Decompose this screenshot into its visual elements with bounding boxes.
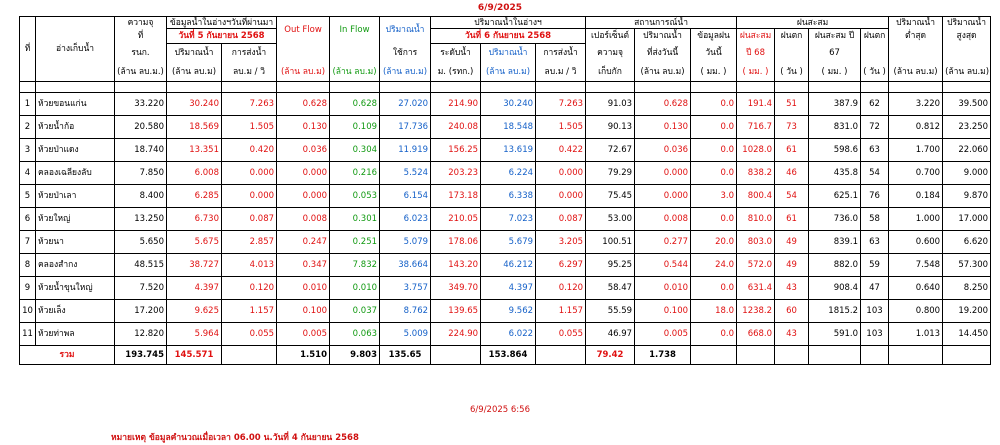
- cell-rel: 0.544: [635, 254, 691, 277]
- table-row: [20, 208, 991, 231]
- cell-cr: 0.422: [536, 139, 586, 162]
- cell-cv: 7.023: [481, 208, 536, 231]
- cell-r68: 191.4: [737, 93, 775, 116]
- header-prev-date: วันที่ 5 กันยายน 2568: [167, 29, 277, 44]
- cell-inf: 0.216: [330, 162, 380, 185]
- cell-inf: 0.109: [330, 116, 380, 139]
- table-row: [20, 116, 991, 139]
- cell-rain: 0.0: [691, 208, 737, 231]
- cell-r67: 625.1: [809, 185, 861, 208]
- cell-max: 6.620: [943, 231, 991, 254]
- header-min: ปริมาณน้ำ: [889, 17, 943, 29]
- cell-rain: 0.0: [691, 323, 737, 346]
- cell-r68: 631.4: [737, 277, 775, 300]
- cell-r67: 1815.2: [809, 300, 861, 323]
- cell-rel: 0.005: [635, 323, 691, 346]
- cell-d67: 72: [861, 116, 889, 139]
- cell-rain: 0.0: [691, 277, 737, 300]
- cell-d67: 103: [861, 323, 889, 346]
- cell-lvl: 210.05: [431, 208, 481, 231]
- cell-cap: 13.250: [115, 208, 167, 231]
- cell-r68: 1238.2: [737, 300, 775, 323]
- header-reservoir: อ่างเก็บน้ำ: [36, 17, 115, 82]
- table-header: ที่ อ่างเก็บน้ำ ความจุ ข้อมูลน้ำในอ่างฯวันที่ผ่านมา Out Flow In Flow ปริมาณน้ำ ปริมาณน้ำในอ่างฯ สถานการณ์น้ำ ฝนสะสม ปริมาณน้ำ ปริมาณน้ำ ที่ วันที่ 5 กันยายน 2568 วันที่ 6 กันยายน 2568 เปอร์เซ็นต์ ปริมาณน้ำ ข้อมูลฝน ฝนสะสม ฝนตก ฝนสะสม ปี ฝนตก ต่ำสุด สูงสุด รนก. ปริมาณน้ำ การส่งน้ำ ใช้การ ระดับน้ำ ปริมาณน้ำ การส่งน้ำ ความจุ ที่ส่งวันนี้ วันนี้ ปี 68 67 (ล้าน ลบ.ม.) (ล้าน ลบ.ม) ลบ.ม / วิ (ล้าน ลบ.ม) (ล้าน ลบ.ม) (ล้าน ลบ.ม) ม. (รทก.) (ล้าน ลบ.ม) ลบ.ม / วิ เก็บกัก (ล้าน ลบ.ม) ( มม. ) ( มม. ) ( วัน ) ( มม. ) ( วัน ) (ล้าน ลบ.ม) (ล้าน ลบ.ม): [20, 17, 991, 93]
- cell-pv: 30.240: [167, 93, 222, 116]
- cell-cv: 18.548: [481, 116, 536, 139]
- cell-out: 0.005: [277, 323, 330, 346]
- cell-r67: 591.0: [809, 323, 861, 346]
- cell-min: 0.800: [889, 300, 943, 323]
- cell-pv: 6.285: [167, 185, 222, 208]
- cell-rel: 0.277: [635, 231, 691, 254]
- cell-inf: 0.037: [330, 300, 380, 323]
- cell-rain: 24.0: [691, 254, 737, 277]
- header-no: ที่: [20, 17, 36, 82]
- cell-d68: 49: [775, 254, 809, 277]
- cell-max: 39.500: [943, 93, 991, 116]
- cell-no: 4: [20, 162, 36, 185]
- cell-inf: 0.304: [330, 139, 380, 162]
- cell-no: 11: [20, 323, 36, 346]
- cell-inf: 0.063: [330, 323, 380, 346]
- cell-lvl: 214.90: [431, 93, 481, 116]
- cell-inf: 7.832: [330, 254, 380, 277]
- report-date: 6/9/2025: [477, 3, 523, 13]
- cell-min: 1.013: [889, 323, 943, 346]
- cell-d67: 76: [861, 185, 889, 208]
- cell-max: 14.450: [943, 323, 991, 346]
- cell-pv: 6.008: [167, 162, 222, 185]
- cell-min: 0.184: [889, 185, 943, 208]
- cell-r68: 800.4: [737, 185, 775, 208]
- cell-d67: 62: [861, 93, 889, 116]
- cell-cap: 17.200: [115, 300, 167, 323]
- cell-no: 3: [20, 139, 36, 162]
- header-curr-group: ปริมาณน้ำในอ่างฯ: [431, 17, 586, 29]
- cell-cap: 5.650: [115, 231, 167, 254]
- header-status-group: สถานการณ์น้ำ: [586, 17, 737, 29]
- cell-pct: 53.00: [586, 208, 635, 231]
- cell-cv: 6.022: [481, 323, 536, 346]
- cell-pct: 58.47: [586, 277, 635, 300]
- cell-max: 22.060: [943, 139, 991, 162]
- cell-pct: 72.67: [586, 139, 635, 162]
- reservoir-table: [19, 16, 991, 365]
- cell-use: 5.524: [380, 162, 431, 185]
- cell-cv: 9.562: [481, 300, 536, 323]
- cell-min: 0.700: [889, 162, 943, 185]
- cell-use: 11.919: [380, 139, 431, 162]
- cell-cr: 7.263: [536, 93, 586, 116]
- cell-use: 6.023: [380, 208, 431, 231]
- header-capacity: ความจุ: [115, 17, 167, 29]
- cell-min: 1.000: [889, 208, 943, 231]
- cell-cv: 4.397: [481, 277, 536, 300]
- cell-name: ห้วยใหญ่: [36, 208, 115, 231]
- header-rain-group: ฝนสะสม: [737, 17, 889, 29]
- cell-rel: 0.100: [635, 300, 691, 323]
- cell-d68: 61: [775, 139, 809, 162]
- cell-cap: 7.850: [115, 162, 167, 185]
- header-prev-group: ข้อมูลน้ำในอ่างฯวันที่ผ่านมา: [167, 17, 277, 29]
- table-row: [20, 323, 991, 346]
- header-curr-release: การส่งน้ำ: [536, 44, 586, 63]
- table-row: [20, 254, 991, 277]
- header-max: ปริมาณน้ำ: [943, 17, 991, 29]
- cell-use: 6.154: [380, 185, 431, 208]
- cell-pr: 0.000: [222, 162, 277, 185]
- header-days67: ฝนตก: [861, 29, 889, 44]
- cell-cv: 30.240: [481, 93, 536, 116]
- table-row: [20, 300, 991, 323]
- table-row: [20, 162, 991, 185]
- cell-pv: 9.625: [167, 300, 222, 323]
- spacer-row: [20, 82, 991, 93]
- cell-name: คลองสำกง: [36, 254, 115, 277]
- table-row: [20, 185, 991, 208]
- timestamp: 6/9/2025 6:56: [470, 405, 530, 415]
- cell-pr: 1.157: [222, 300, 277, 323]
- cell-d68: 54: [775, 185, 809, 208]
- header-rain67: ฝนสะสม ปี: [809, 29, 861, 44]
- cell-use: 3.757: [380, 277, 431, 300]
- cell-rain: 18.0: [691, 300, 737, 323]
- cell-d68: 61: [775, 208, 809, 231]
- cell-cap: 18.740: [115, 139, 167, 162]
- cell-cr: 0.055: [536, 323, 586, 346]
- header-percent: เปอร์เซ็นต์: [586, 29, 635, 44]
- cell-pct: 79.29: [586, 162, 635, 185]
- table-row: [20, 93, 991, 116]
- cell-cr: 0.000: [536, 185, 586, 208]
- cell-cr: 1.505: [536, 116, 586, 139]
- cell-r67: 736.0: [809, 208, 861, 231]
- cell-pr: 4.013: [222, 254, 277, 277]
- cell-r68: 803.0: [737, 231, 775, 254]
- cell-cap: 12.820: [115, 323, 167, 346]
- cell-pct: 75.45: [586, 185, 635, 208]
- total-row: รวม 193.745 145.571 1.510 9.803 135.65 153.864 79.42 1.738: [20, 346, 991, 365]
- header-level: ระดับน้ำ: [431, 44, 481, 63]
- cell-use: 8.762: [380, 300, 431, 323]
- cell-rel: 0.000: [635, 185, 691, 208]
- cell-no: 7: [20, 231, 36, 254]
- cell-min: 3.220: [889, 93, 943, 116]
- cell-rel: 0.628: [635, 93, 691, 116]
- cell-name: ห้วยเล็ง: [36, 300, 115, 323]
- cell-cap: 33.220: [115, 93, 167, 116]
- cell-pv: 5.964: [167, 323, 222, 346]
- cell-max: 8.250: [943, 277, 991, 300]
- cell-rel: 0.010: [635, 277, 691, 300]
- cell-r67: 387.9: [809, 93, 861, 116]
- cell-cap: 7.520: [115, 277, 167, 300]
- cell-cr: 0.000: [536, 162, 586, 185]
- cell-lvl: 139.65: [431, 300, 481, 323]
- cell-cr: 0.087: [536, 208, 586, 231]
- cell-d68: 46: [775, 162, 809, 185]
- table-row: [20, 139, 991, 162]
- cell-r67: 598.6: [809, 139, 861, 162]
- cell-pr: 7.263: [222, 93, 277, 116]
- table-body: [20, 93, 991, 346]
- header-curr-date: วันที่ 6 กันยายน 2568: [431, 29, 586, 44]
- cell-pv: 6.730: [167, 208, 222, 231]
- cell-no: 2: [20, 116, 36, 139]
- cell-no: 9: [20, 277, 36, 300]
- cell-cr: 1.157: [536, 300, 586, 323]
- cell-pr: 0.120: [222, 277, 277, 300]
- cell-no: 5: [20, 185, 36, 208]
- cell-min: 1.700: [889, 139, 943, 162]
- header-curr-volume: ปริมาณน้ำ: [481, 44, 536, 63]
- table-row: [20, 231, 991, 254]
- cell-pv: 5.675: [167, 231, 222, 254]
- cell-rel: 0.130: [635, 116, 691, 139]
- cell-inf: 0.053: [330, 185, 380, 208]
- cell-rain: 0.0: [691, 93, 737, 116]
- cell-out: 0.247: [277, 231, 330, 254]
- cell-max: 57.300: [943, 254, 991, 277]
- header-prev-volume: ปริมาณน้ำ: [167, 44, 222, 63]
- cell-d67: 63: [861, 231, 889, 254]
- cell-pr: 0.000: [222, 185, 277, 208]
- cell-out: 0.000: [277, 185, 330, 208]
- header-prev-release: การส่งน้ำ: [222, 44, 277, 63]
- cell-pct: 90.13: [586, 116, 635, 139]
- cell-inf: 0.010: [330, 277, 380, 300]
- cell-d67: 54: [861, 162, 889, 185]
- cell-pr: 2.857: [222, 231, 277, 254]
- cell-cap: 8.400: [115, 185, 167, 208]
- cell-lvl: 156.25: [431, 139, 481, 162]
- cell-pr: 0.055: [222, 323, 277, 346]
- cell-no: 1: [20, 93, 36, 116]
- cell-min: 0.812: [889, 116, 943, 139]
- cell-pct: 91.03: [586, 93, 635, 116]
- cell-d68: 43: [775, 323, 809, 346]
- cell-rel: 0.036: [635, 139, 691, 162]
- cell-out: 0.130: [277, 116, 330, 139]
- cell-use: 5.009: [380, 323, 431, 346]
- cell-cap: 48.515: [115, 254, 167, 277]
- cell-cv: 46.212: [481, 254, 536, 277]
- cell-rain: 3.0: [691, 185, 737, 208]
- cell-r67: 882.0: [809, 254, 861, 277]
- cell-name: ห้วยป่าเลา: [36, 185, 115, 208]
- cell-d68: 73: [775, 116, 809, 139]
- total-label: รวม: [20, 346, 115, 365]
- cell-out: 0.010: [277, 277, 330, 300]
- cell-max: 17.000: [943, 208, 991, 231]
- cell-r68: 668.0: [737, 323, 775, 346]
- cell-cap: 20.580: [115, 116, 167, 139]
- header-usable: ปริมาณน้ำ: [380, 17, 431, 44]
- cell-lvl: 349.70: [431, 277, 481, 300]
- cell-out: 0.008: [277, 208, 330, 231]
- cell-pr: 1.505: [222, 116, 277, 139]
- cell-max: 9.870: [943, 185, 991, 208]
- cell-lvl: 173.18: [431, 185, 481, 208]
- cell-lvl: 178.06: [431, 231, 481, 254]
- footnote: หมายเหตุ ข้อมูลคำนวณเมื่อเวลา 06.00 น.วันที่ 4 กันยายน 2568: [111, 433, 359, 443]
- cell-r67: 839.1: [809, 231, 861, 254]
- cell-r68: 810.0: [737, 208, 775, 231]
- cell-pv: 13.351: [167, 139, 222, 162]
- cell-cr: 6.297: [536, 254, 586, 277]
- cell-pv: 18.569: [167, 116, 222, 139]
- cell-inf: 0.628: [330, 93, 380, 116]
- cell-min: 7.548: [889, 254, 943, 277]
- cell-r68: 572.0: [737, 254, 775, 277]
- header-rain68: ฝนสะสม: [737, 29, 775, 44]
- cell-no: 10: [20, 300, 36, 323]
- cell-cv: 6.224: [481, 162, 536, 185]
- cell-name: คลองเฉลียงลับ: [36, 162, 115, 185]
- cell-d68: 60: [775, 300, 809, 323]
- cell-lvl: 203.23: [431, 162, 481, 185]
- cell-name: ห้วยน้ำก้อ: [36, 116, 115, 139]
- cell-lvl: 224.90: [431, 323, 481, 346]
- cell-name: ห้วยนา: [36, 231, 115, 254]
- cell-r67: 908.4: [809, 277, 861, 300]
- cell-d67: 58: [861, 208, 889, 231]
- cell-rel: 0.008: [635, 208, 691, 231]
- cell-d68: 43: [775, 277, 809, 300]
- cell-pct: 95.25: [586, 254, 635, 277]
- cell-pr: 0.087: [222, 208, 277, 231]
- cell-min: 0.640: [889, 277, 943, 300]
- cell-out: 0.036: [277, 139, 330, 162]
- cell-pv: 38.727: [167, 254, 222, 277]
- cell-rain: 0.0: [691, 162, 737, 185]
- cell-rain: 0.0: [691, 116, 737, 139]
- cell-r68: 838.2: [737, 162, 775, 185]
- header-days68: ฝนตก: [775, 29, 809, 44]
- cell-d67: 63: [861, 139, 889, 162]
- cell-out: 0.347: [277, 254, 330, 277]
- cell-inf: 0.251: [330, 231, 380, 254]
- cell-r68: 716.7: [737, 116, 775, 139]
- cell-lvl: 143.20: [431, 254, 481, 277]
- cell-use: 38.664: [380, 254, 431, 277]
- cell-use: 27.020: [380, 93, 431, 116]
- cell-cr: 0.120: [536, 277, 586, 300]
- cell-no: 6: [20, 208, 36, 231]
- cell-max: 9.000: [943, 162, 991, 185]
- cell-r67: 435.8: [809, 162, 861, 185]
- cell-cv: 5.679: [481, 231, 536, 254]
- table-footer: [20, 346, 991, 365]
- cell-pr: 0.420: [222, 139, 277, 162]
- table-row: [20, 277, 991, 300]
- cell-r68: 1028.0: [737, 139, 775, 162]
- cell-name: ห้วยท่าพล: [36, 323, 115, 346]
- cell-out: 0.628: [277, 93, 330, 116]
- cell-out: 0.000: [277, 162, 330, 185]
- cell-d68: 51: [775, 93, 809, 116]
- cell-lvl: 240.08: [431, 116, 481, 139]
- header-rain-today: ข้อมูลฝน: [691, 29, 737, 44]
- cell-no: 8: [20, 254, 36, 277]
- cell-inf: 0.301: [330, 208, 380, 231]
- header-outflow: Out Flow: [277, 17, 330, 44]
- cell-pct: 100.51: [586, 231, 635, 254]
- cell-use: 5.079: [380, 231, 431, 254]
- cell-name: ห้วยป่าแดง: [36, 139, 115, 162]
- cell-d67: 59: [861, 254, 889, 277]
- cell-d67: 47: [861, 277, 889, 300]
- cell-d68: 49: [775, 231, 809, 254]
- cell-cr: 3.205: [536, 231, 586, 254]
- cell-out: 0.100: [277, 300, 330, 323]
- cell-max: 23.250: [943, 116, 991, 139]
- cell-pv: 4.397: [167, 277, 222, 300]
- cell-use: 17.736: [380, 116, 431, 139]
- cell-rel: 0.000: [635, 162, 691, 185]
- header-release-today: ปริมาณน้ำ: [635, 29, 691, 44]
- cell-min: 0.600: [889, 231, 943, 254]
- cell-max: 19.200: [943, 300, 991, 323]
- cell-rain: 20.0: [691, 231, 737, 254]
- cell-name: ห้วยขอนแก่น: [36, 93, 115, 116]
- cell-d67: 103: [861, 300, 889, 323]
- cell-rain: 0.0: [691, 139, 737, 162]
- cell-pct: 55.59: [586, 300, 635, 323]
- cell-cv: 6.338: [481, 185, 536, 208]
- header-inflow: In Flow: [330, 17, 380, 44]
- cell-name: ห้วยน้ำขุนใหญ่: [36, 277, 115, 300]
- cell-pct: 46.97: [586, 323, 635, 346]
- cell-cv: 13.619: [481, 139, 536, 162]
- cell-r67: 831.0: [809, 116, 861, 139]
